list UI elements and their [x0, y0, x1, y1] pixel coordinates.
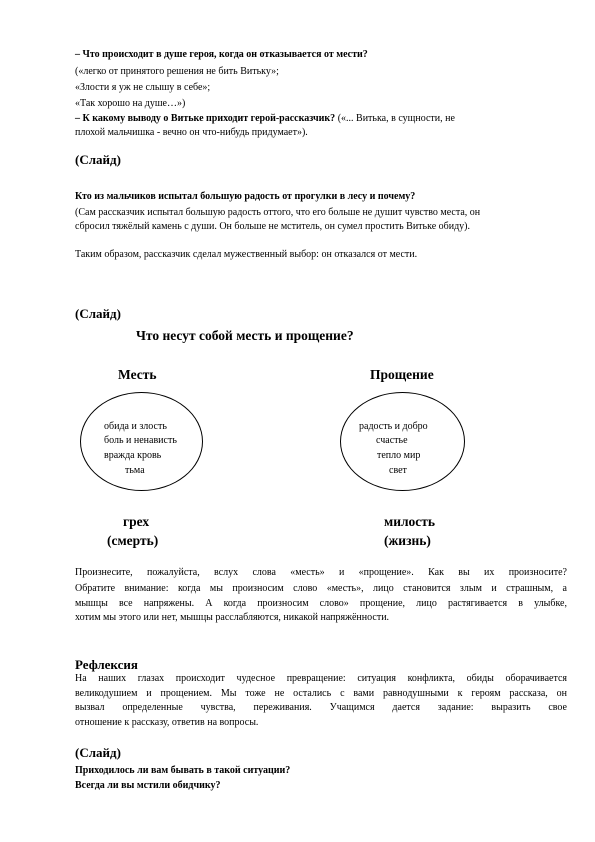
question-3: Кто из мальчиков испытал большую радость от прогулки в лесу и почему?	[75, 191, 416, 202]
reflection-line: вызвал определенные чувства, переживания. Учащимся дается задание: выразить свое	[75, 702, 567, 713]
revenge-result-paren: (смерть)	[107, 533, 159, 548]
slide-marker-2: (Слайд)	[75, 306, 121, 321]
answer-2-line-2: плохой мальчишка - вечно он что-нибудь придумает»).	[75, 127, 308, 138]
answer-3-line-1: (Сам рассказчик испытал большую радость оттого, что его больше не душит чувство места, он	[75, 207, 481, 218]
diagram-title: Что несут собой месть и прощение?	[136, 328, 354, 343]
answer-1-line-3: «Так хорошо на душе…»)	[75, 98, 186, 109]
paragraph-line: Произнесите, пожалуйста, вслух слова «месть» и «прощение». Как вы их произносите?	[75, 567, 567, 578]
forgiveness-result: милость	[384, 514, 436, 529]
answer-2-line-1: («... Витька, в сущности, не	[335, 113, 455, 124]
final-question: Всегда ли вы мстили обидчику?	[75, 780, 221, 791]
reflection-heading: Рефлексия	[75, 657, 138, 672]
reflection-line: великодушием и прощением. Мы тоже не остались с вами равнодушными к героям рассказа, он	[75, 688, 567, 699]
forgiveness-result-paren: (жизнь)	[384, 533, 431, 548]
paragraph-line: мышцы все напряжены. А когда произносим слово» прощение, лицо растягивается в улыбке,	[75, 598, 567, 609]
revenge-word: обида и злость	[104, 421, 167, 432]
question-2: – К какому выводу о Витьке приходит герой-рассказчик?	[75, 113, 336, 124]
paragraph-line: Обратите внимание: когда мы произносим слово «месть», лицо становится злым и страшным, а	[75, 583, 567, 594]
forgiveness-word: тепло мир	[377, 450, 421, 461]
forgiveness-word: свет	[389, 465, 407, 476]
answer-1-line-1: («легко от принятого решения не бить Витьку»;	[75, 66, 279, 77]
paragraph-line: хотим мы этого или нет, мышцы расслабляются, никакой напряжённости.	[75, 612, 390, 623]
revenge-label: Месть	[118, 367, 157, 382]
slide-marker-3: (Слайд)	[75, 745, 121, 760]
question-2-line-1	[75, 113, 455, 125]
forgiveness-word: счастье	[376, 435, 408, 446]
forgiveness-label: Прощение	[370, 367, 434, 382]
revenge-word: тьма	[125, 465, 145, 476]
final-question: Приходилось ли вам бывать в такой ситуации?	[75, 765, 291, 776]
revenge-result: грех	[123, 514, 150, 529]
answer-1-line-2: «Злости я уж не слышу в себе»;	[75, 82, 211, 93]
forgiveness-word: радость и добро	[359, 421, 428, 432]
question-1: – Что происходит в душе героя, когда он отказывается от мести?	[75, 49, 368, 60]
slide-marker-1: (Слайд)	[75, 152, 121, 167]
reflection-line: отношение к рассказу, ответив на вопросы.	[75, 717, 259, 728]
conclusion: Таким образом, рассказчик сделал мужественный выбор: он отказался от мести.	[75, 249, 418, 260]
revenge-word: боль и ненависть	[104, 435, 177, 446]
revenge-word: вражда кровь	[104, 450, 162, 461]
reflection-line: На наших глазах происходит чудесное превращение: ситуация конфликта, обиды оборачивается	[75, 673, 567, 684]
answer-3-line-2: сбросил тяжёлый камень с души. Он больше не мститель, он сумел простить Витьке обиду).	[75, 221, 471, 232]
